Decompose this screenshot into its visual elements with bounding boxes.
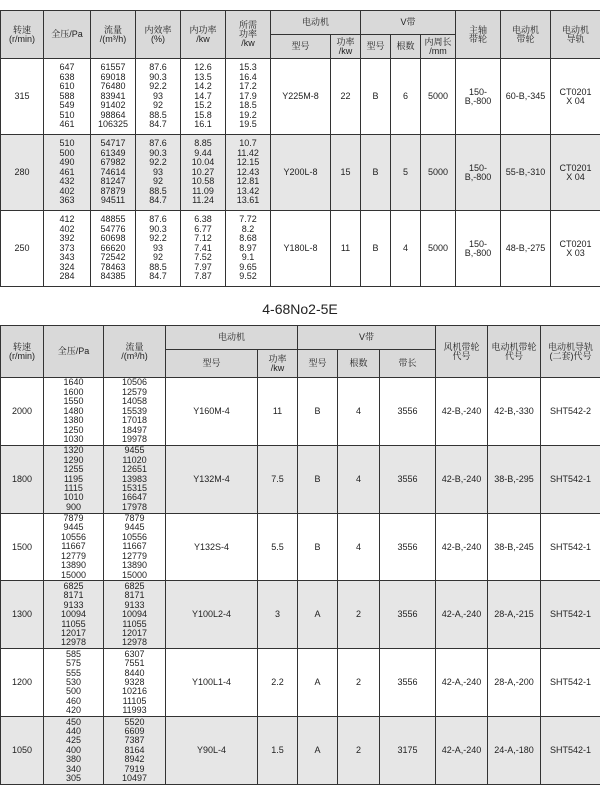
- header-motor-power: 功率 /kw: [258, 350, 298, 378]
- cell-guide-value: SHT542-1: [550, 541, 592, 552]
- cell-power: [258, 717, 298, 785]
- cell-eff: [136, 59, 181, 135]
- cell-bcount-value: 2: [356, 677, 362, 688]
- header-motor-model: 型号: [166, 350, 258, 378]
- header-vbelt: V带: [361, 11, 456, 35]
- header-belt-type: 型号: [298, 350, 338, 378]
- cell-blen: [421, 211, 456, 287]
- cell-bcount: [391, 135, 421, 211]
- cell-fan-value: 42-A,-240: [441, 677, 482, 688]
- cell-rpower: [226, 135, 271, 211]
- cell-flow-value: 6307 7551 8440 9328 10216 11105 11993: [121, 648, 148, 716]
- cell-mpulley-value: 24-A,-180: [494, 745, 534, 756]
- table-row: [1, 211, 600, 287]
- cell-btype-value: A: [314, 609, 321, 620]
- cell-blen-value: 3556: [397, 473, 418, 484]
- cell-flow: [104, 649, 166, 717]
- cell-speed: [1, 445, 44, 513]
- cell-bcount: [338, 445, 380, 513]
- cell-pressure-value: 450 440 425 400 380 340 305: [65, 716, 82, 784]
- cell-mpulley-value: 38-B,-245: [494, 541, 534, 552]
- cell-mpulley: [501, 59, 551, 135]
- table-row: [1, 445, 600, 513]
- cell-speed-value: 1800: [11, 473, 33, 484]
- cell-guide-value: SHT542-1: [550, 609, 592, 620]
- cell-model: [271, 211, 331, 287]
- cell-model: [166, 717, 258, 785]
- cell-speed: [1, 378, 44, 446]
- cell-pressure: [44, 649, 104, 717]
- cell-model-value: Y132M-4: [193, 473, 230, 484]
- cell-model-value: Y100L2-4: [191, 609, 232, 620]
- cell-pressure-value: 6825 8171 9133 10094 11055 12017 12978: [60, 580, 87, 648]
- cell-mpulley: [488, 717, 541, 785]
- cell-pressure: [44, 445, 104, 513]
- cell-flow-value: 9455 11020 12651 13983 15315 16647 17978: [121, 445, 148, 512]
- cell-speed: [1, 649, 44, 717]
- cell-guide: [551, 59, 600, 135]
- cell-flow: [104, 445, 166, 513]
- header-internal-power: 内功率 /kw: [181, 11, 226, 59]
- cell-power-value: 11: [340, 243, 351, 253]
- cell-flow: [91, 59, 136, 135]
- cell-blen-value: 3556: [397, 405, 418, 416]
- header-belt-length: 内周长 /mm: [421, 35, 456, 59]
- cell-btype-value: A: [314, 677, 321, 688]
- cell-model-value: Y100L1-4: [191, 677, 232, 688]
- cell-pressure-value: 1640 1600 1550 1480 1380 1250 1030: [63, 377, 84, 444]
- cell-power-value: 2.2: [271, 677, 284, 688]
- header-fan-pulley: 风机带轮 代号: [436, 326, 488, 378]
- cell-mpulley: [501, 211, 551, 287]
- cell-speed: [1, 717, 44, 785]
- cell-blen-value: 3556: [397, 541, 418, 552]
- cell-mpulley-value: 28-A,-215: [494, 609, 534, 620]
- cell-ipower-value: 8.85 9.44 10.04 10.27 10.58 11.09 11.24: [191, 138, 215, 206]
- cell-mpulley-value: 55-B,-310: [505, 167, 546, 177]
- cell-guide-value: SHT542-1: [550, 677, 592, 688]
- cell-mpulley-value: 38-B,-295: [494, 473, 534, 484]
- cell-speed-value: 280: [14, 167, 30, 177]
- cell-btype-value: B: [314, 405, 321, 416]
- cell-power: [258, 378, 298, 446]
- cell-power: [331, 211, 361, 287]
- cell-blen-value: 3556: [397, 609, 418, 620]
- cell-model-value: Y200L-8: [283, 167, 318, 177]
- header-pressure: 全压/Pa: [44, 326, 104, 378]
- cell-guide: [541, 378, 600, 446]
- cell-power: [258, 445, 298, 513]
- cell-bcount-value: 5: [403, 167, 409, 177]
- cell-pressure-value: 1320 1290 1255 1195 1115 1010 900: [63, 445, 84, 512]
- cell-power-value: 1.5: [271, 745, 284, 756]
- cell-ipower: [181, 211, 226, 287]
- header-motor-guide: 电动机 导轨: [551, 11, 600, 59]
- cell-mpulley-value: 28-A,-200: [494, 677, 534, 688]
- cell-power-value: 15: [340, 167, 351, 177]
- cell-flow-value: 7879 9445 10556 11667 12779 13890 15000: [121, 513, 148, 580]
- cell-model: [271, 135, 331, 211]
- cell-eff-value: 87.6 90.3 92.2 93 92 88.5 84.7: [149, 214, 167, 282]
- cell-btype: [298, 581, 338, 649]
- cell-power-value: 7.5: [271, 473, 284, 484]
- cell-btype-value: B: [314, 541, 321, 552]
- table-row: [1, 717, 600, 785]
- cell-eff: [136, 211, 181, 287]
- cell-fan-value: 42-A,-240: [441, 745, 482, 756]
- cell-blen-value: 3556: [397, 677, 418, 688]
- cell-flow: [91, 135, 136, 211]
- cell-guide: [551, 135, 600, 211]
- performance-table-2: [0, 325, 600, 785]
- cell-btype: [298, 649, 338, 717]
- header-speed: 转速 (r/min): [1, 11, 44, 59]
- cell-btype: [361, 211, 391, 287]
- cell-flow-value: 61557 69018 76480 83941 91402 98864 106325: [97, 62, 129, 130]
- cell-guide: [541, 649, 600, 717]
- cell-blen: [421, 135, 456, 211]
- cell-btype-value: A: [314, 745, 321, 756]
- cell-spindle-value: 150-B,-800: [464, 162, 492, 182]
- cell-blen-value: 5000: [428, 167, 449, 177]
- cell-model-value: Y160M-4: [193, 405, 230, 416]
- cell-flow-value: 54717 61349 67982 74614 81247 87879 94511: [100, 138, 126, 206]
- cell-btype-value: B: [372, 91, 379, 101]
- cell-fan: [436, 649, 488, 717]
- cell-bcount-value: 4: [403, 243, 409, 253]
- cell-pressure: [44, 378, 104, 446]
- header-motor-model: 型号: [271, 35, 331, 59]
- cell-blen-value: 5000: [428, 91, 449, 101]
- cell-flow-value: 48855 54776 60698 66620 72542 78463 84385: [100, 214, 126, 282]
- cell-pressure-value: 647 638 610 588 549 510 461: [59, 62, 75, 130]
- table-row: [1, 581, 600, 649]
- table-row: [1, 378, 600, 446]
- cell-fan: [436, 378, 488, 446]
- cell-flow-value: 10506 12579 14058 15539 17018 18497 19978: [121, 377, 148, 444]
- cell-mpulley-value: 48-B,-275: [505, 243, 546, 253]
- cell-spindle: [456, 59, 501, 135]
- cell-guide: [541, 445, 600, 513]
- cell-btype: [361, 135, 391, 211]
- cell-blen: [380, 378, 436, 446]
- cell-flow-value: 6825 8171 9133 10094 11055 12017 12978: [121, 580, 148, 648]
- cell-pressure: [44, 513, 104, 581]
- cell-ipower-value: 6.38 6.77 7.12 7.41 7.52 7.97 7.87: [194, 214, 212, 282]
- cell-flow: [104, 717, 166, 785]
- cell-guide: [541, 513, 600, 581]
- cell-power-value: 11: [272, 405, 283, 416]
- cell-model-value: Y225M-8: [282, 91, 319, 101]
- header-motor: 电动机: [166, 326, 298, 350]
- cell-speed: [1, 513, 44, 581]
- cell-speed-value: 2000: [11, 405, 33, 416]
- cell-blen: [380, 513, 436, 581]
- cell-fan: [436, 513, 488, 581]
- cell-model: [271, 59, 331, 135]
- cell-power: [258, 513, 298, 581]
- cell-mpulley: [488, 445, 541, 513]
- cell-flow: [91, 211, 136, 287]
- cell-fan-value: 42-B,-240: [441, 541, 482, 552]
- header-belt-count: 根数: [338, 350, 380, 378]
- cell-blen-value: 3175: [397, 745, 418, 756]
- cell-bcount-value: 2: [356, 609, 362, 620]
- header-required-power: 所需 功率 /kw: [226, 11, 271, 59]
- header-motor-guide: 电动机导轨 (二套)代号: [541, 326, 600, 378]
- cell-fan-value: 42-B,-240: [441, 473, 482, 484]
- cell-guide: [541, 581, 600, 649]
- cell-pressure: [44, 211, 91, 287]
- header-motor: 电动机: [271, 11, 361, 35]
- cell-fan: [436, 445, 488, 513]
- cell-blen: [380, 649, 436, 717]
- cell-flow: [104, 581, 166, 649]
- cell-mpulley-value: 42-B,-330: [494, 405, 534, 416]
- cell-bcount-value: 4: [356, 473, 362, 484]
- cell-btype-value: B: [314, 473, 321, 484]
- cell-power: [258, 649, 298, 717]
- cell-speed-value: 315: [14, 91, 30, 101]
- cell-mpulley: [488, 649, 541, 717]
- cell-pressure-value: 412 402 392 373 343 324 284: [59, 214, 75, 282]
- cell-rpower: [226, 59, 271, 135]
- cell-ipower: [181, 135, 226, 211]
- cell-spindle: [456, 211, 501, 287]
- cell-btype: [361, 59, 391, 135]
- cell-fan: [436, 717, 488, 785]
- cell-guide-value: CT0201 X 04: [559, 86, 592, 106]
- cell-bcount: [391, 211, 421, 287]
- cell-btype-value: B: [372, 243, 379, 253]
- cell-rpower: [226, 211, 271, 287]
- table-row: [1, 513, 600, 581]
- header-belt-count: 根数: [391, 35, 421, 59]
- cell-flow: [104, 513, 166, 581]
- cell-model: [166, 513, 258, 581]
- header-belt-type: 型号: [361, 35, 391, 59]
- cell-pressure-value: 510 500 490 461 432 402 363: [59, 138, 75, 206]
- cell-model-value: Y90L-4: [196, 745, 227, 756]
- cell-pressure: [44, 581, 104, 649]
- cell-speed: [1, 135, 44, 211]
- cell-pressure: [44, 59, 91, 135]
- header-speed: 转速 (r/min): [1, 326, 44, 378]
- cell-bcount: [391, 59, 421, 135]
- cell-speed: [1, 59, 44, 135]
- cell-model: [166, 378, 258, 446]
- header-flow: 流量 /(m³/h): [104, 326, 166, 378]
- table-row: [1, 59, 600, 135]
- cell-model: [166, 649, 258, 717]
- cell-model: [166, 445, 258, 513]
- performance-table-1: [0, 10, 600, 287]
- cell-power-value: 5.5: [271, 541, 284, 552]
- cell-pressure-value: 585 575 555 530 500 460 420: [65, 648, 82, 716]
- cell-model-value: Y132S-4: [193, 541, 230, 552]
- cell-guide: [541, 717, 600, 785]
- cell-rpower-value: 7.72 8.2 8.68 8.97 9.1 9.65 9.52: [239, 214, 257, 282]
- header-motor-pulley: 电动机带轮 代号: [488, 326, 541, 378]
- cell-power-value: 22: [340, 91, 351, 101]
- cell-pressure-value: 7879 9445 10556 11667 12779 13890 15000: [60, 513, 87, 580]
- cell-power: [258, 581, 298, 649]
- cell-btype-value: B: [372, 167, 379, 177]
- cell-bcount-value: 4: [356, 405, 362, 416]
- cell-flow: [104, 378, 166, 446]
- cell-btype: [298, 445, 338, 513]
- cell-guide-value: SHT542-1: [550, 745, 592, 756]
- cell-power-value: 3: [275, 609, 281, 620]
- header-vbelt: V带: [298, 326, 436, 350]
- cell-spindle: [456, 135, 501, 211]
- cell-mpulley: [501, 135, 551, 211]
- header-pressure: 全压/Pa: [44, 11, 91, 59]
- cell-pressure: [44, 717, 104, 785]
- header-motor-pulley: 电动机 带轮: [501, 11, 551, 59]
- cell-model-value: Y180L-8: [283, 243, 318, 253]
- cell-mpulley-value: 60-B,-345: [505, 91, 546, 101]
- header-efficiency: 内效率 (%): [136, 11, 181, 59]
- cell-bcount-value: 4: [356, 541, 362, 552]
- cell-eff-value: 87.6 90.3 92.2 93 92 88.5 84.7: [149, 138, 167, 206]
- cell-btype: [298, 717, 338, 785]
- table-row: [1, 135, 600, 211]
- cell-speed: [1, 581, 44, 649]
- cell-speed-value: 1050: [11, 745, 33, 756]
- cell-flow-value: 5520 6609 7387 8164 8942 7919 10497: [121, 716, 148, 784]
- cell-bcount: [338, 649, 380, 717]
- cell-guide-value: CT0201 X 03: [559, 238, 592, 258]
- cell-speed-value: 250: [14, 243, 30, 253]
- cell-model: [166, 581, 258, 649]
- cell-mpulley: [488, 581, 541, 649]
- cell-fan-value: 42-B,-240: [441, 405, 482, 416]
- cell-bcount-value: 6: [403, 91, 409, 101]
- cell-ipower: [181, 59, 226, 135]
- cell-speed: [1, 211, 44, 287]
- cell-guide: [551, 211, 600, 287]
- cell-blen-value: 5000: [428, 243, 449, 253]
- cell-ipower-value: 12.6 13.5 14.2 14.7 15.2 15.8 16.1: [194, 62, 212, 130]
- cell-bcount: [338, 378, 380, 446]
- cell-mpulley: [488, 513, 541, 581]
- cell-guide-value: CT0201 X 04: [559, 162, 592, 182]
- cell-guide-value: SHT542-1: [550, 473, 592, 484]
- cell-eff: [136, 135, 181, 211]
- cell-speed-value: 1200: [11, 677, 33, 688]
- cell-blen: [380, 717, 436, 785]
- cell-blen: [380, 581, 436, 649]
- table-row: [1, 649, 600, 717]
- cell-speed-value: 1300: [11, 609, 33, 620]
- cell-speed-value: 1500: [11, 541, 33, 552]
- header-spindle-pulley: 主轴 带轮: [456, 11, 501, 59]
- cell-btype: [298, 378, 338, 446]
- header-flow: 流量 /(m³/h): [91, 11, 136, 59]
- cell-guide-value: SHT542-2: [550, 405, 592, 416]
- cell-power: [331, 135, 361, 211]
- cell-rpower-value: 15.3 16.4 17.2 17.9 18.5 19.2 19.5: [239, 62, 257, 130]
- cell-bcount: [338, 513, 380, 581]
- cell-blen: [380, 445, 436, 513]
- header-belt-length: 带长: [380, 350, 436, 378]
- cell-fan: [436, 581, 488, 649]
- cell-btype: [298, 513, 338, 581]
- cell-pressure: [44, 135, 91, 211]
- cell-bcount: [338, 581, 380, 649]
- cell-rpower-value: 10.7 11.42 12.15 12.43 12.81 13.42 13.61: [236, 138, 260, 206]
- cell-blen: [421, 59, 456, 135]
- header-motor-power: 功率 /kw: [331, 35, 361, 59]
- cell-bcount: [338, 717, 380, 785]
- cell-power: [331, 59, 361, 135]
- cell-spindle-value: 150-B,-800: [464, 238, 492, 258]
- cell-bcount-value: 2: [356, 745, 362, 756]
- table-caption: 4-68No2-5E: [262, 301, 338, 317]
- cell-eff-value: 87.6 90.3 92.2 93 92 88.5 84.7: [149, 62, 167, 130]
- cell-fan-value: 42-A,-240: [441, 609, 482, 620]
- cell-spindle-value: 150-B,-800: [464, 86, 492, 106]
- cell-mpulley: [488, 378, 541, 446]
